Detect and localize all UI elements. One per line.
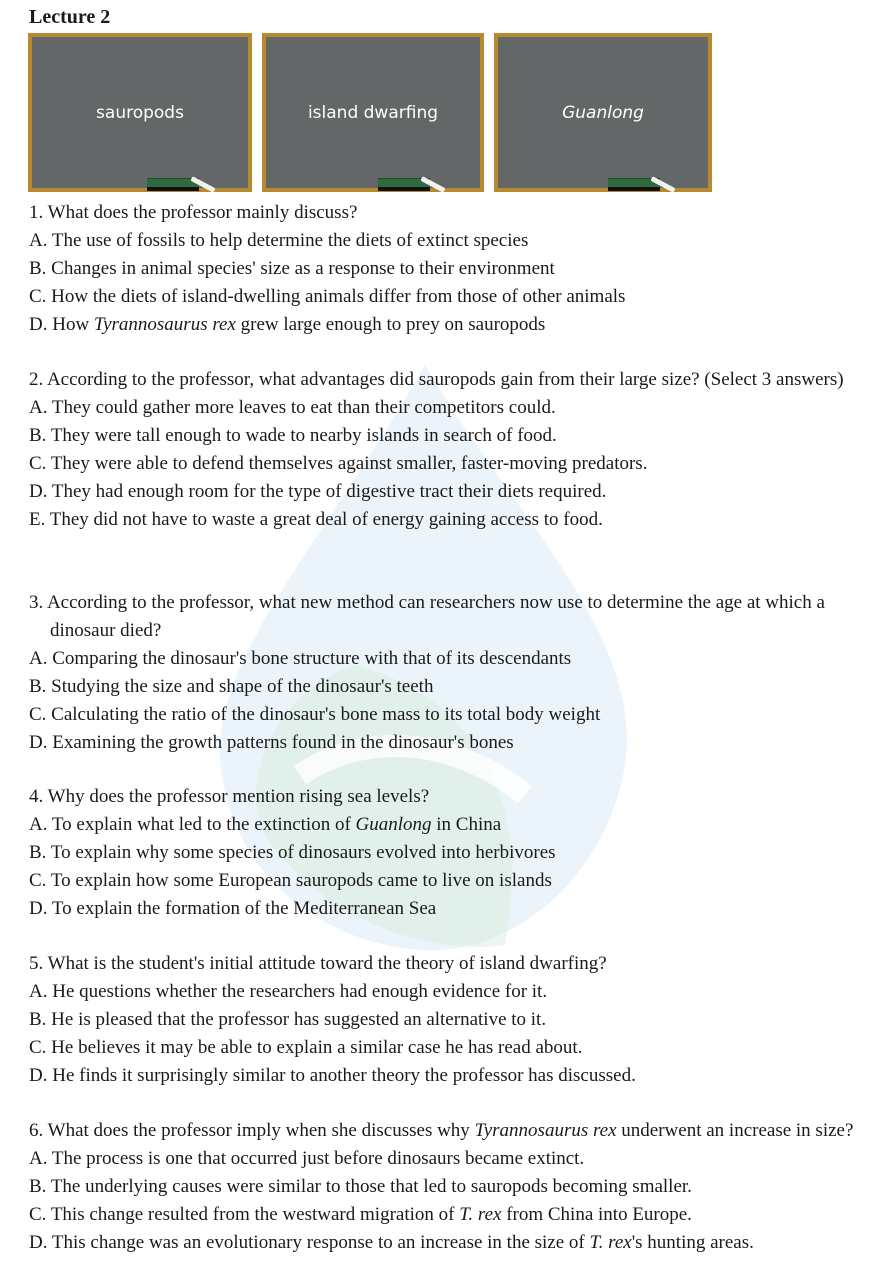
option-text: 's hunting areas. (631, 1232, 754, 1253)
answer-option[interactable]: D. They had enough room for the type of digestive tract their diets required. (29, 481, 607, 502)
answer-option[interactable]: B. He is pleased that the professor has suggested an alternative to it. (29, 1009, 547, 1030)
option-text: C. This change resulted from the westward migration of (29, 1204, 460, 1225)
chalkboard-label: island dwarfing (307, 103, 439, 123)
option-text: A. To explain what led to the extinction of (29, 814, 356, 835)
answer-option[interactable]: C. They were able to defend themselves against smaller, faster-moving predators. (29, 453, 648, 474)
question-stem: 1. What does the professor mainly discuss? (29, 202, 358, 223)
option-text: D. How (29, 314, 94, 335)
answer-option[interactable]: C. To explain how some European sauropods came to live on islands (29, 870, 552, 891)
answer-option[interactable]: C. Calculating the ratio of the dinosaur's bone mass to its total body weight (29, 704, 601, 725)
italic-term: Tyrannosaurus rex (93, 314, 236, 335)
answer-option[interactable]: C. He believes it may be able to explain a similar case he has read about. (29, 1037, 583, 1058)
question-stem: 4. Why does the professor mention rising sea levels? (29, 786, 430, 807)
answer-option[interactable] (29, 811, 859, 839)
option-text: D. This change was an evolutionary response to an increase in the size of (29, 1232, 590, 1253)
answer-option[interactable]: A. Comparing the dinosaur's bone structure with that of its descendants (29, 648, 572, 669)
stem-text: underwent an increase in size? (616, 1120, 854, 1141)
answer-option[interactable]: A. They could gather more leaves to eat than their competitors could. (29, 397, 556, 418)
answer-option[interactable]: B. The underlying causes were similar to those that led to sauropods becoming smaller. (29, 1176, 692, 1197)
chalk-tray (608, 187, 660, 191)
stem-text: 6. What does the professor imply when she discusses why (29, 1120, 475, 1141)
italic-term: T. rex (589, 1232, 632, 1253)
answer-option[interactable] (29, 1229, 859, 1257)
answer-option[interactable]: B. To explain why some species of dinosaurs evolved into herbivores (29, 842, 556, 863)
answer-option[interactable]: B. Changes in animal species' size as a response to their environment (29, 258, 555, 279)
option-text: from China into Europe. (501, 1204, 692, 1225)
chalkboard-guanlong (494, 33, 712, 192)
answer-option[interactable]: D. Examining the growth patterns found in the dinosaur's bones (29, 732, 514, 753)
answer-option[interactable]: B. Studying the size and shape of the dinosaur's teeth (29, 676, 434, 697)
question-stem: 3. According to the professor, what new method can researchers now use to determine the age at which a dinosaur died? (29, 592, 825, 641)
answer-option[interactable]: B. They were tall enough to wade to nearby islands in search of food. (29, 425, 557, 446)
answer-option[interactable] (29, 1201, 859, 1229)
chalkboard-label: Guanlong (562, 103, 644, 123)
question-stem (29, 1117, 859, 1145)
chalkboard-island-dwarfing (262, 33, 484, 192)
chalk-tray (147, 187, 199, 191)
question-1 (29, 199, 859, 339)
italic-term: Guanlong (355, 814, 432, 835)
answer-option[interactable]: E. They did not have to waste a great deal of energy gaining access to food. (29, 509, 603, 530)
answer-option[interactable]: A. He questions whether the researchers had enough evidence for it. (29, 981, 548, 1002)
answer-option[interactable]: D. He finds it surprisingly similar to another theory the professor has discussed. (29, 1065, 636, 1086)
chalkboard-label: sauropods (96, 103, 184, 123)
question-3 (29, 589, 859, 757)
answer-option[interactable] (29, 311, 859, 339)
answer-option[interactable]: D. To explain the formation of the Mediterranean Sea (29, 898, 437, 919)
question-5 (29, 950, 859, 1090)
answer-option[interactable]: A. The use of fossils to help determine the diets of extinct species (29, 230, 529, 251)
answer-option[interactable]: C. How the diets of island-dwelling animals differ from those of other animals (29, 286, 626, 307)
answer-option[interactable]: A. The process is one that occurred just before dinosaurs became extinct. (29, 1148, 585, 1169)
question-4 (29, 783, 859, 923)
option-text: grew large enough to prey on sauropods (235, 314, 546, 335)
question-stem: 5. What is the student's initial attitude toward the theory of island dwarfing? (29, 953, 607, 974)
question-stem: 2. According to the professor, what advantages did sauropods gain from their large size? (Select 3 answers) (29, 369, 844, 390)
question-6 (29, 1117, 859, 1257)
italic-term: T. rex (459, 1204, 502, 1225)
chalk-tray (378, 187, 430, 191)
question-2 (29, 366, 859, 534)
option-text: in China (431, 814, 502, 835)
lecture-title: Lecture 2 (29, 6, 111, 28)
italic-term: Tyrannosaurus rex (474, 1120, 617, 1141)
chalkboard-sauropods (28, 33, 252, 192)
